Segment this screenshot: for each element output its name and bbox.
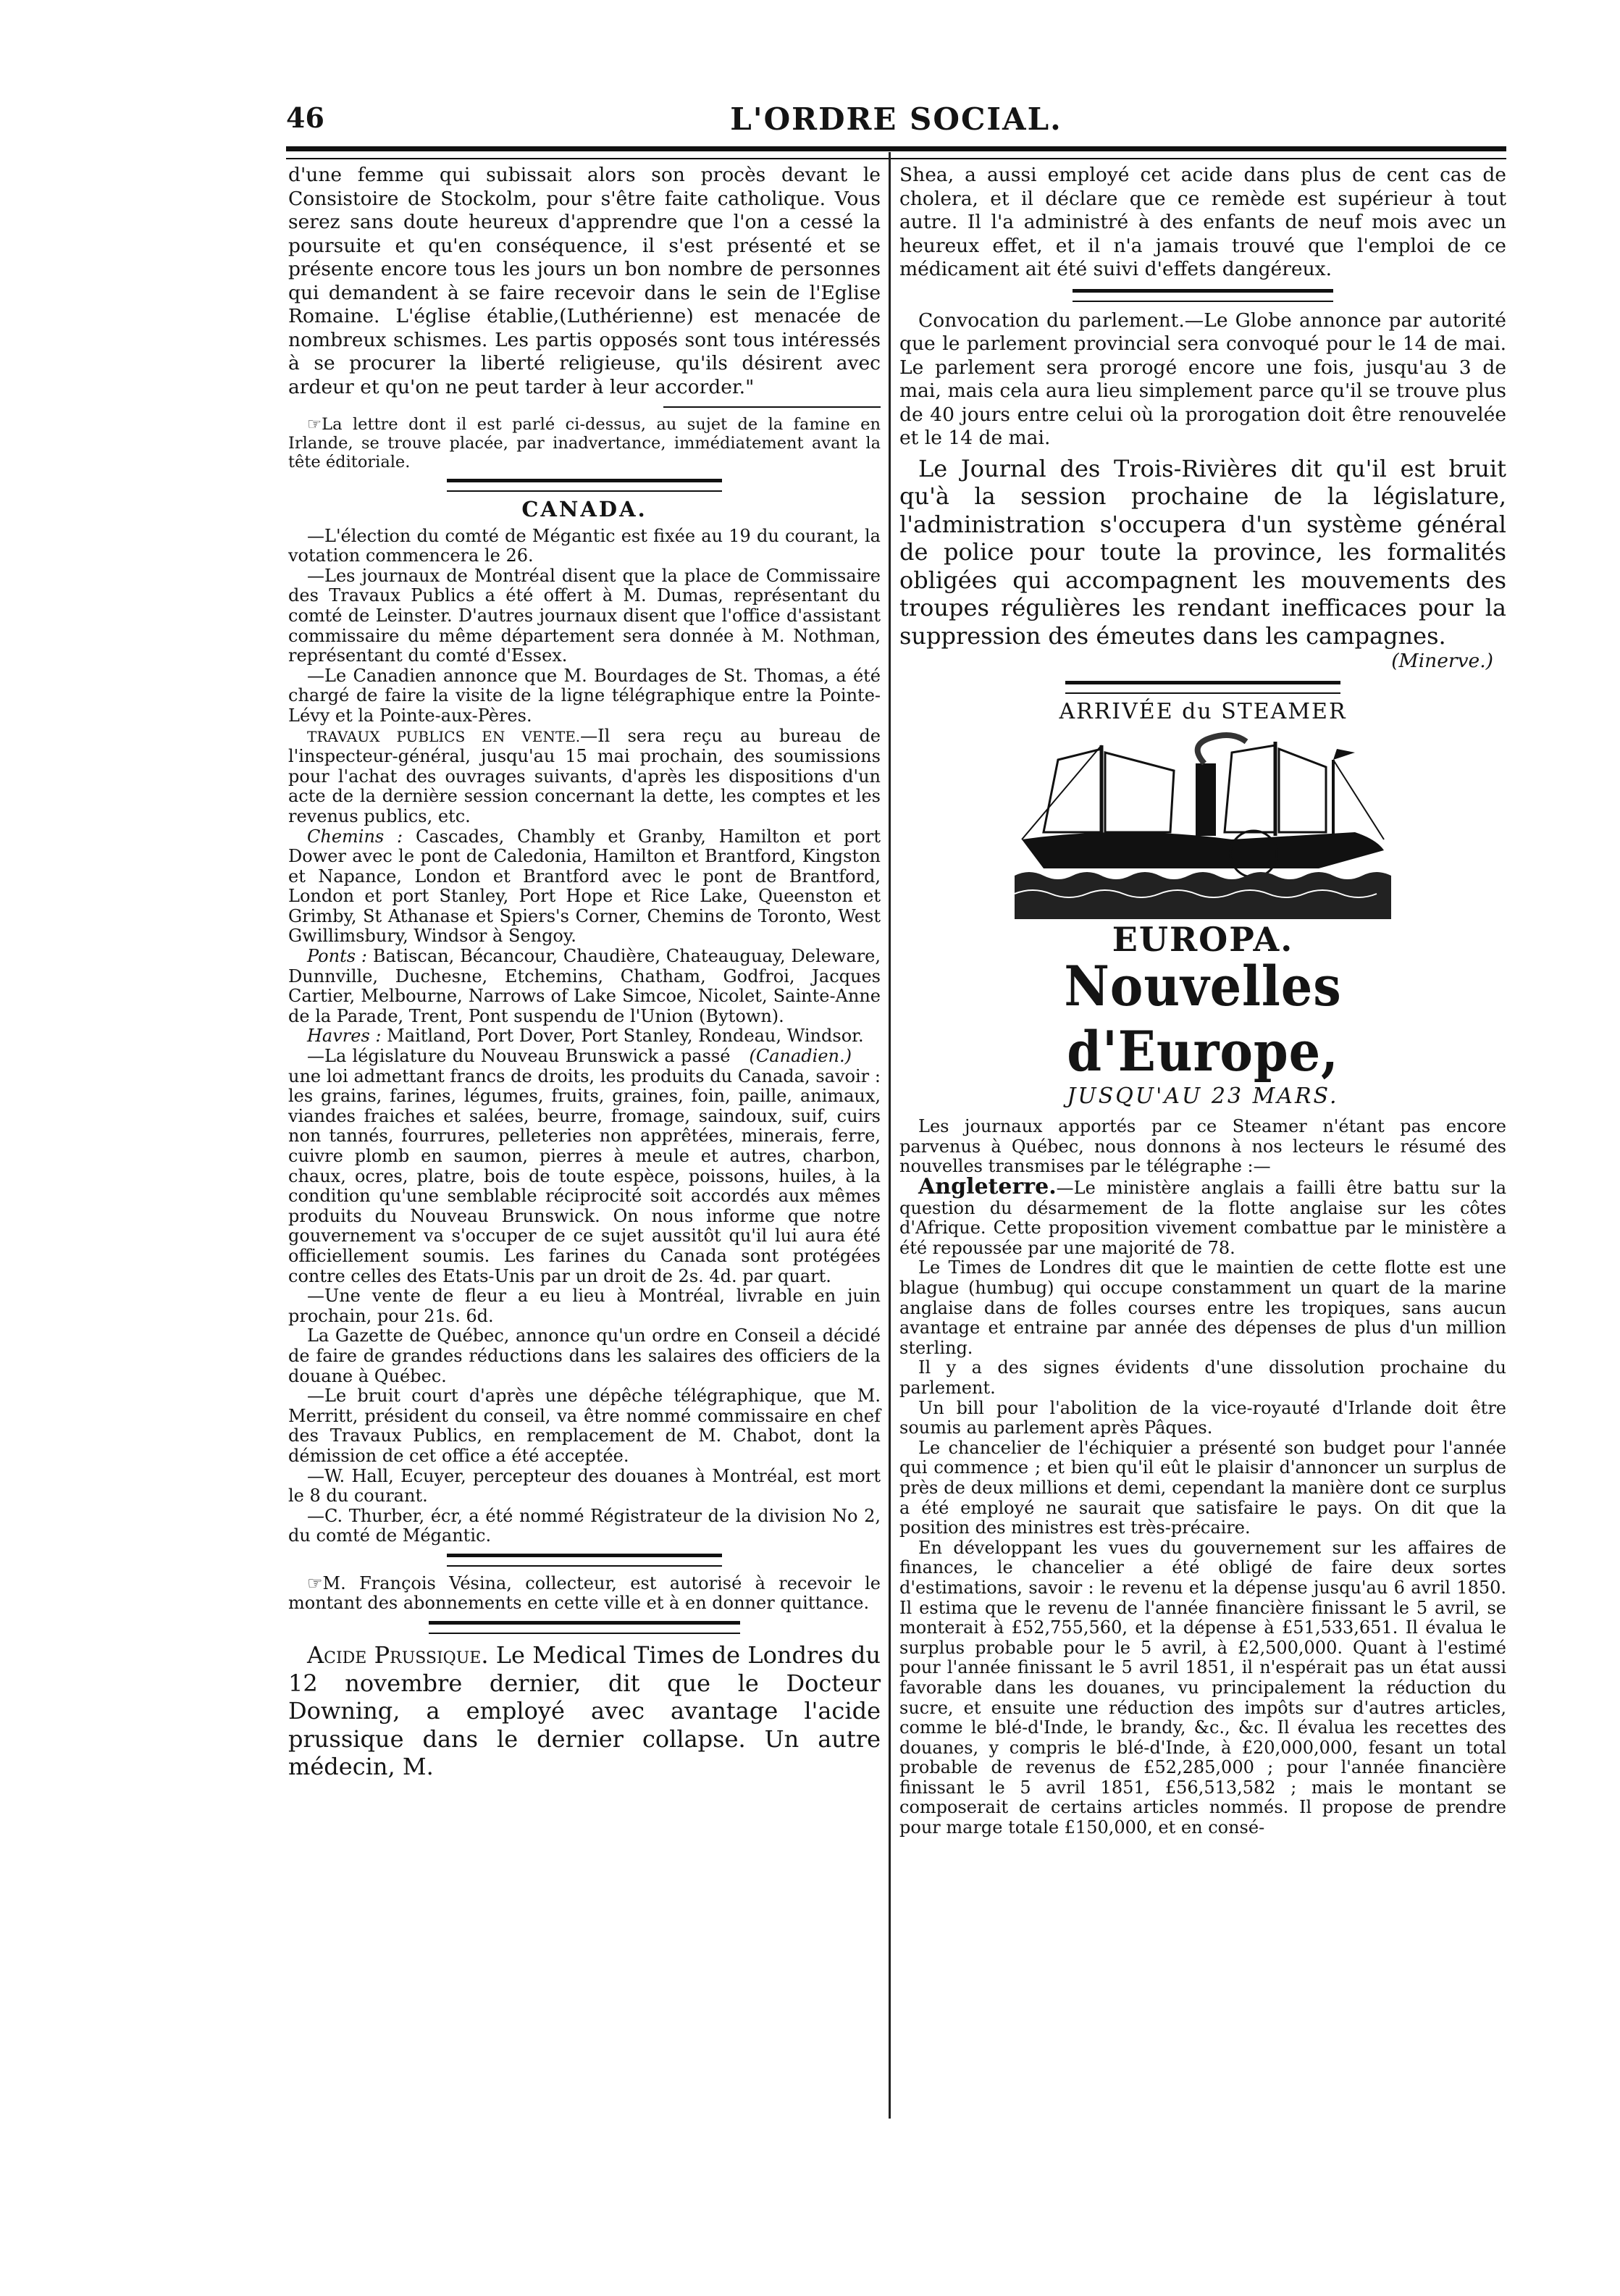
section-rule: [447, 1554, 722, 1567]
angleterre-lead: Angleterre.: [918, 1174, 1057, 1200]
news-item: —L'élection du comté de Mégantic est fixée au 19 du courant, la votation commencera le 26.: [288, 525, 881, 566]
page-header: [286, 101, 1506, 146]
section-heading-canada: CANADA.: [521, 497, 647, 521]
ponts-text: Batiscan, Bécancour, Chaudière, Chateauguay, Deleware, Dunnville, Duchesne, Etchemins, Chatham, Godfroi, Jacques Cartier, Melbourne, Narrows of Lake Simcoe, Nicolet, Sainte-Anne de la Parade, Trent, Pont suspendu de l'Union (Bytown).: [288, 946, 881, 1026]
section-rule: [1073, 289, 1333, 302]
header-rule: [286, 146, 1506, 159]
news-item: —W. Hall, Ecuyer, percepteur des douanes à Montréal, est mort le 8 du courant.: [288, 1465, 881, 1507]
nouvelles-headline: Nouvelles d'Europe,: [1064, 953, 1342, 1084]
acide-lead: Acide Prussique.: [307, 1641, 489, 1669]
ponts-list: [288, 947, 881, 1026]
steamship-illustration: [1015, 731, 1391, 919]
chemins-list: [288, 827, 881, 947]
chemins-label: Chemins :: [307, 826, 403, 847]
news-item: —Les journaux de Montréal disent que la place de Commissaire des Travaux Publics a été offert à M. Dumas, représentant du comté de Leinster. D'autres journaux disent que l'office d'assistant commissaire du même département sera donnée à M. Nothman, représentant du comté d'Essex.: [288, 565, 881, 666]
angleterre-text: —Le ministère anglais a failli être battu sur la question du désarmement de la flotte anglaise sur les côtes d'Afrique. Cette proposition vivement combattue par le ministère a été repoussée par une majorité de 78.: [899, 1178, 1506, 1258]
newspaper-title: L'ORDRE SOCIAL.: [730, 101, 1062, 137]
trois-rivieres-article: Le Journal des Trois-Rivières dit qu'il est bruit qu'à la session prochaine de la législature, l'administration s'occupera d'un système général de police pour toute la province, les formalités obligées qui accompagnent les mouvements des troupes régulières les rendant inefficaces pour la suppression des émeutes dans les campagnes.: [899, 454, 1506, 650]
parlement-article: Convocation du parlement.—Le Globe annonce par autorité que le parlement provincial sera convoqué pour le 14 de mai. Le parlement sera prorogé encore une fois, jusqu'au 3 de mai, mais cela aura lieu simplement parce qu'il se trouve plus de 40 jours entre celui où la prorogation doit être renouvelée et le 14 de mai.: [899, 309, 1506, 449]
section-rule: [447, 479, 722, 492]
havres-source: (Canadien.): [749, 1046, 852, 1067]
ship-name: EUROPA.: [1112, 920, 1294, 960]
date-subheading: JUSQU'AU 23 MARS.: [1067, 1083, 1339, 1109]
travaux-text: —Il sera reçu au bureau de l'inspecteur-général, jusqu'au 15 mai prochain, des soumissions pour l'achat des ouvrages suivants, d'après les dispositions d'un acte de la dernière session concernant la dette, les comptes et les revenus publics, etc.: [288, 725, 881, 826]
column-divider: [889, 152, 891, 2119]
news-item: La Gazette de Québec, annonce qu'un ordre en Conseil a décidé de faire de grandes réductions dans les salaires des officiers de la douane à Québec.: [288, 1325, 881, 1386]
news-item: —Le bruit court d'après une dépêche télégraphique, que M. Merritt, président du conseil, va être nommé commissaire en chef des Travaux Publics, en remplacement de M. Chabot, dont la démission de cet office a été acceptée.: [288, 1386, 881, 1466]
article-continuation: d'une femme qui subissait alors son procès devant le Consistoire de Stockolm, pour s'être faite catholique. Vous serez sans doute heureux d'apprendre que l'on a cessé la poursuite et qu'en conséquence, il s'est présenté et se présente encore tous les jours un bon nombre de personnes qui demandent à se faire recevoir dans le sein de l'Eglise Romaine. L'église établie,(Luthérienne) est menacée de nombreux schismes. Les partis opposés sont tous intéressés à se procurer la liberté religieuse, qu'ils désirent avec ardeur et qu'on ne peut tarder à leur accorder.": [288, 164, 881, 398]
right-column: [899, 164, 1506, 1838]
news-item: —Une vente de fleur a eu lieu à Montréal, livrable en juin prochain, pour 21s. 6d.: [288, 1286, 881, 1326]
havres-text: Maitland, Port Dover, Port Stanley, Rondeau, Windsor.: [387, 1026, 864, 1047]
editorial-note: ☞La lettre dont il est parlé ci-dessus, au sujet de la famine en Irlande, se trouve placée, par inadvertance, immédiatement avant la tête éditoriale.: [288, 415, 881, 472]
havres-label: Havres :: [307, 1026, 382, 1047]
angleterre-item: [899, 1174, 1506, 1258]
news-item: En développant les vues du gouvernement sur les affaires de finances, le chancelier a été obligé de faire deux sortes d'estimations, savoir : le revenu et la dépense jusqu'au 6 avril 1850. Il estima que le revenu de l'année financière finissant le 5 avril, se monterait à £52,755,560, et la dépense à £51,533,651. Il évalua le surplus probable pour le 5 avril, à £2,500,000. Quant à l'estimé pour l'année finissant le 5 avril 1851, il n'espérait pas un état aussi favorable dans les douanes, vu principalement la réduction du sucre, et ensuite une réduction des impôts sur d'autres articles, comme le blé-d'Inde, le brandy, &c., &c. Il évalua les recettes des douanes, y compris le blé-d'Inde, à £20,000,000, fesant un total probable de revenus de £52,285,000 ; pour l'année financière finissant le 5 avril 1851, £56,513,582 ; mais le montant se composerait de certains articles nommés. Il propose de prendre pour marge totale £150,000, et en consé-: [899, 1537, 1506, 1838]
short-rule: [663, 406, 881, 408]
news-item: —C. Thurber, écr, a été nommé Régistrateur de la division No 2, du comté de Mégantic.: [288, 1505, 881, 1546]
ponts-label: Ponts :: [307, 946, 367, 967]
arrivee-heading: ARRIVÉE du STEAMER: [1059, 698, 1347, 724]
section-rule: [1065, 681, 1340, 694]
news-item: Il y a des signes évidents d'une dissolution prochaine du parlement.: [899, 1357, 1506, 1398]
chemins-text: Cascades, Chambly et Granby, Hamilton et port Dower avec le pont de Caledonia, Hamilton et Brantford, Kingston et Napance, London et Brantford avec le pont de Brantford, London et port Stanley, Port Hope et Rice Lake, Queenston et Grimby, St Athanase et Spiers's Corner, Chemins de Toronto, West Gwillimsbury, Windsor à Sengoy.: [288, 826, 881, 947]
news-item: —Le Canadien annonce que M. Bourdages de St. Thomas, a été chargé de faire la visite de la ligne télégraphique entre la Pointe-Lévy et la Pointe-aux-Pères.: [288, 665, 881, 726]
news-item: —La législature du Nouveau Brunswick a passé une loi admettant francs de droits, les produits du Canada, savoir : les grains, farines, légumes, fruits, graines, foin, paille, animaux, viandes fraiches et salées, beurre, fromage, saindoux, suif, cuirs non tannés, fourrures, pelleteries non apprêtées, minerais, ferre, cuivre plomb en saumon, pierres à meule et autres, charbon, chaux, ocres, platre, bois de toute espèce, poissons, huiles, à la condition qu'une semblable réciprocité soit accordés aux mêmes produits du Nouveau Brunswick. On nous informe que notre gouvernement va s'occuper de ce sujet aussitôt qu'il lui aura été officiellement soumis. Les farines du Canada sont protégées contre celles des Etats-Unis par un droit de 2s. 4d. par quart.: [288, 1046, 881, 1286]
collector-note: ☞M. François Vésina, collecteur, est autorisé à recevoir le montant des abonnements en cette ville et à en donner quittance.: [288, 1572, 881, 1614]
minerve-source: (Minerve.): [1391, 650, 1493, 672]
travaux-lead: TRAVAUX PUBLICS EN VENTE.: [307, 727, 581, 745]
havres-list: [288, 1026, 881, 1067]
news-item: Le chancelier de l'échiquier a présenté son budget pour l'année qui commence ; et bien qu'il eût le plaisir d'annoncer un surplus de près de deux millions et demi, cependant la manière dont ce surplus a été employé ne saurait que satisfaire le pays. On dit que la position des ministres est très-précaire.: [899, 1437, 1506, 1538]
news-item: Un bill pour l'abolition de la vice-royauté d'Irlande doit être soumis au parlement après Pâques.: [899, 1397, 1506, 1438]
section-rule: [429, 1621, 740, 1634]
news-item-travaux: [288, 726, 881, 827]
news-item: Le Times de Londres dit que le maintien de cette flotte est une blague (humbug) qui occupe constamment un quart de la marine anglaise dans de folles courses entre les tropiques, sans aucun avantage et entraine par année des dépenses de plus d'un million sterling.: [899, 1257, 1506, 1358]
acide-continuation: Shea, a aussi employé cet acide dans plus de cent cas de cholera, et il déclare que ce remède est supérieur à tout autre. Il l'a administré à des enfants de neuf mois avec un heureux effet, et il n'a jamais trouvé que l'emploi de ce médicament ait été suivi d'effets dangéreux.: [899, 164, 1506, 280]
acide-text: Le Medical Times de Londres du 12 novembre dernier, dit que le Docteur Downing, a employé avec avantage l'acide prussique dans le dernier collapse. Un autre médecin, M.: [288, 1641, 881, 1781]
europe-intro: Les journaux apportés par ce Steamer n'étant pas encore parvenus à Québec, nous donnons à nos lecteurs le résumé des nouvelles transmises par le télégraphe :—: [899, 1116, 1506, 1177]
page-number: 46: [286, 101, 324, 134]
acide-article: [288, 1641, 881, 1781]
left-column: [288, 164, 881, 1781]
